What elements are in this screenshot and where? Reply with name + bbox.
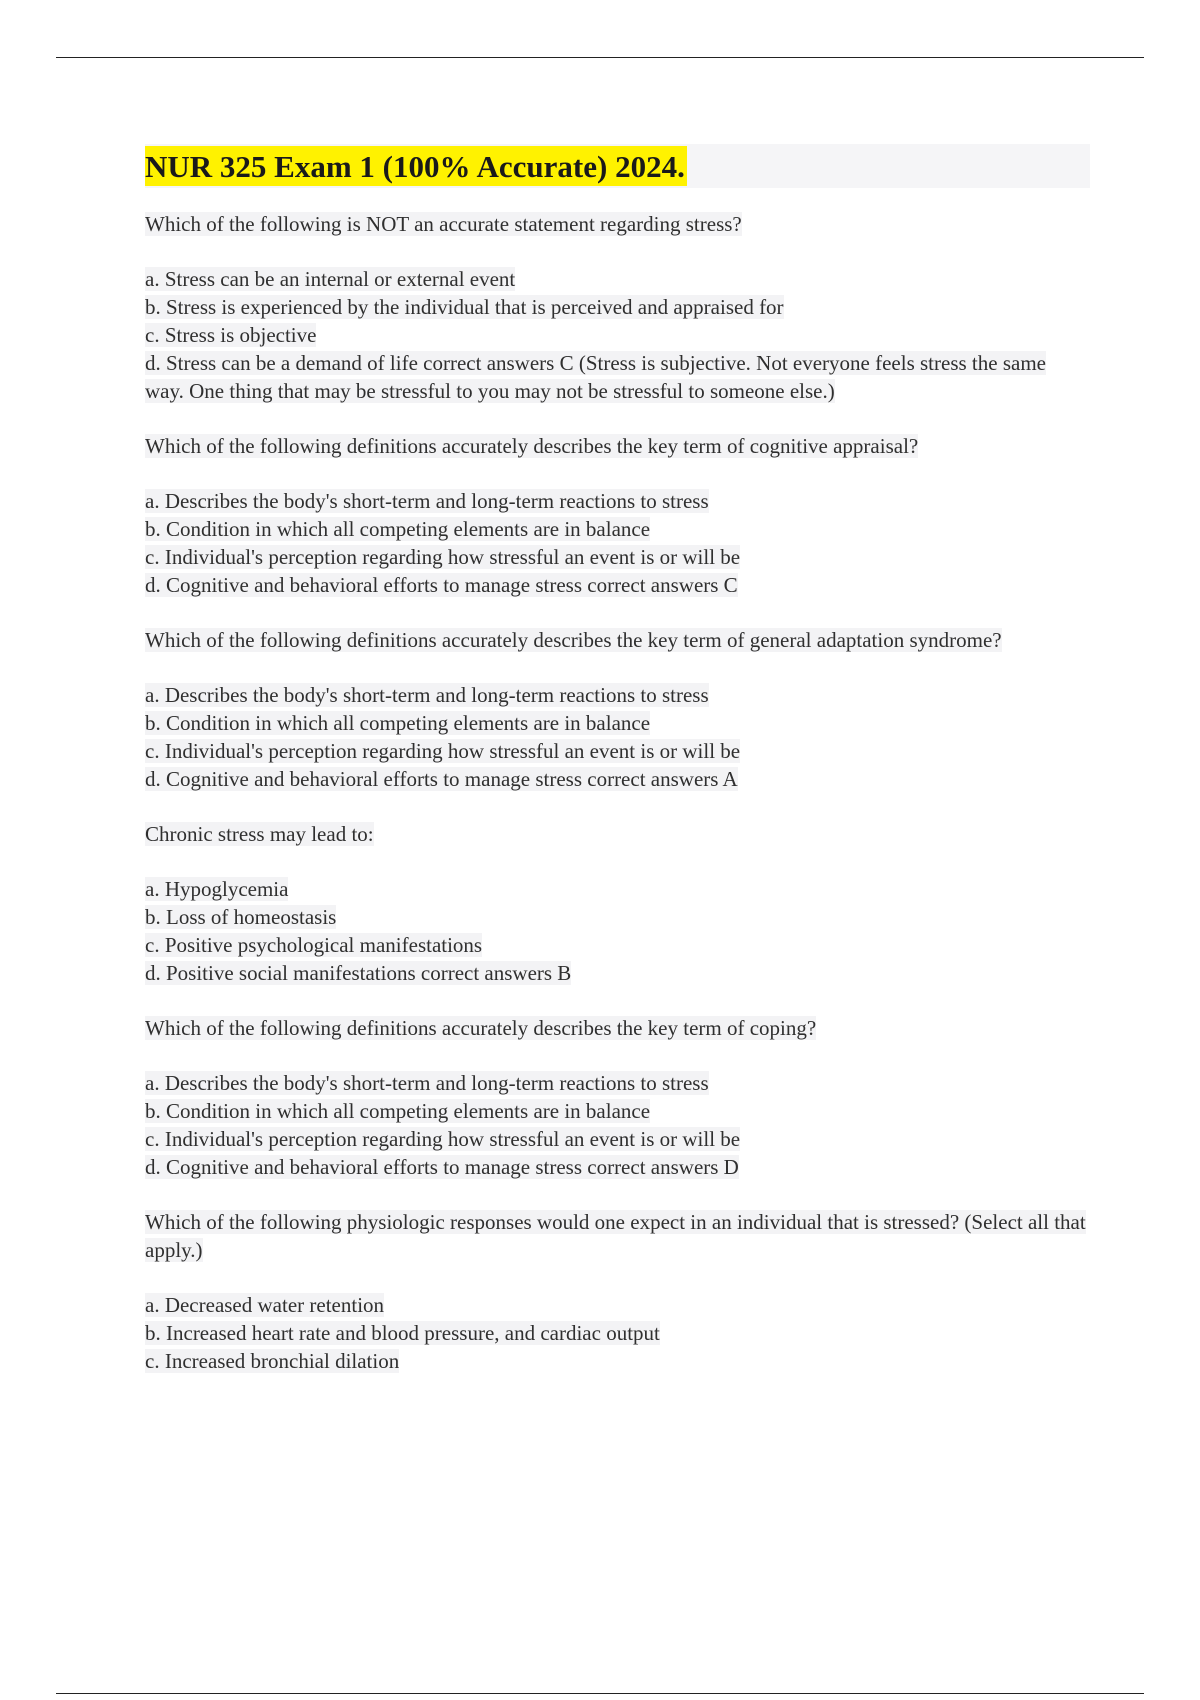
option-item: a. Describes the body's short-term and long-term reactions to stress — [145, 489, 709, 513]
top-rule — [56, 57, 1144, 58]
title-band — [145, 144, 1090, 188]
option-item: b. Condition in which all competing elements are in balance — [145, 517, 651, 541]
options-list — [145, 1291, 1090, 1375]
question-block — [145, 210, 1090, 405]
option-item: b. Stress is experienced by the individual that is perceived and appraised for — [145, 295, 784, 319]
question-block — [145, 432, 1090, 599]
option-item: d. Cognitive and behavioral efforts to manage stress correct answers A — [145, 767, 738, 791]
option-item: b. Loss of homeostasis — [145, 905, 337, 929]
option-item: d. Stress can be a demand of life correct answers C (Stress is subjective. Not everyone feels stress the same way. One thing that may be stressful to you may not be stressful to someone else.) — [145, 351, 1046, 403]
question-text: Which of the following is NOT an accurate statement regarding stress? — [145, 212, 742, 236]
option-item: c. Positive psychological manifestations — [145, 933, 483, 957]
option-item: c. Individual's perception regarding how stressful an event is or will be — [145, 1127, 741, 1151]
document-body — [145, 144, 1090, 1375]
options-list — [145, 875, 1090, 987]
option-item: c. Individual's perception regarding how stressful an event is or will be — [145, 545, 741, 569]
question-block — [145, 1014, 1090, 1181]
option-item: b. Condition in which all competing elements are in balance — [145, 711, 651, 735]
option-item: a. Describes the body's short-term and long-term reactions to stress — [145, 1071, 709, 1095]
question-block — [145, 626, 1090, 793]
option-item: d. Cognitive and behavioral efforts to manage stress correct answers D — [145, 1155, 739, 1179]
options-list — [145, 1069, 1090, 1181]
option-item: c. Individual's perception regarding how stressful an event is or will be — [145, 739, 741, 763]
option-item: d. Cognitive and behavioral efforts to manage stress correct answers C — [145, 573, 738, 597]
options-list — [145, 681, 1090, 793]
question-block — [145, 820, 1090, 987]
options-list — [145, 487, 1090, 599]
question-text: Which of the following physiologic responses would one expect in an individual that is stressed? (Select all that apply.) — [145, 1210, 1086, 1262]
question-text: Which of the following definitions accurately describes the key term of cognitive appraisal? — [145, 434, 919, 458]
question-text: Which of the following definitions accurately describes the key term of coping? — [145, 1016, 817, 1040]
option-item: b. Condition in which all competing elements are in balance — [145, 1099, 651, 1123]
option-item: d. Positive social manifestations correct answers B — [145, 961, 572, 985]
option-item: c. Stress is objective — [145, 323, 317, 347]
option-item: b. Increased heart rate and blood pressure, and cardiac output — [145, 1321, 660, 1345]
option-item: a. Decreased water retention — [145, 1293, 385, 1317]
question-text: Chronic stress may lead to: — [145, 822, 374, 846]
option-item: a. Stress can be an internal or external event — [145, 267, 516, 291]
bottom-rule — [56, 1693, 1144, 1694]
option-item: c. Increased bronchial dilation — [145, 1349, 400, 1373]
option-item: a. Hypoglycemia — [145, 877, 289, 901]
options-list — [145, 265, 1090, 405]
option-item: a. Describes the body's short-term and long-term reactions to stress — [145, 683, 709, 707]
question-block — [145, 1208, 1090, 1375]
document-title: NUR 325 Exam 1 (100% Accurate) 2024. — [145, 146, 687, 186]
question-text: Which of the following definitions accurately describes the key term of general adaptation syndrome? — [145, 628, 1002, 652]
